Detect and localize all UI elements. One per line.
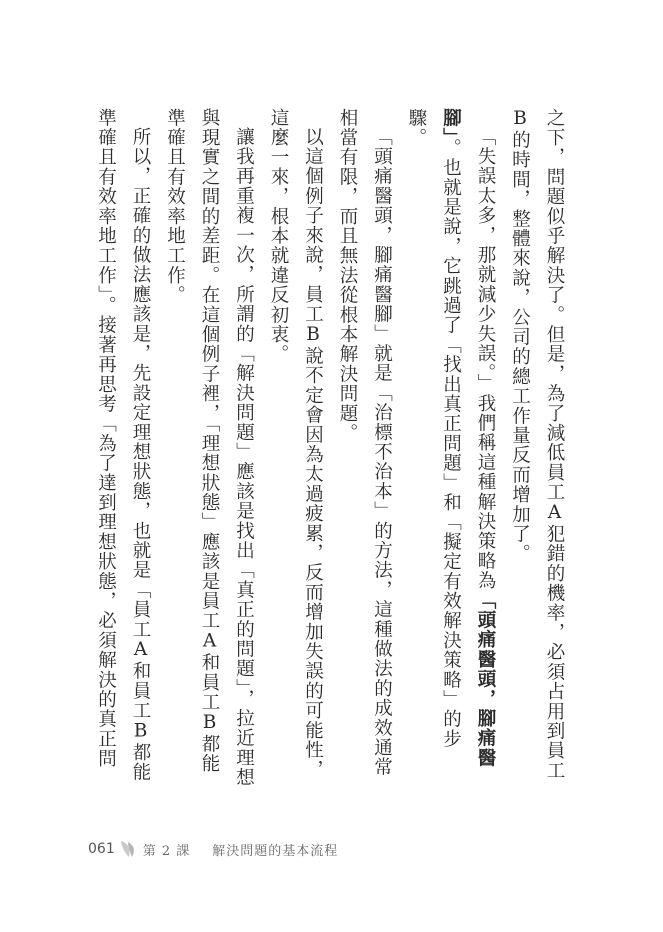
page-footer	[88, 838, 338, 860]
bold-text-segment: 「頭痛醫頭，腳痛醫腳」	[440, 108, 496, 768]
page-number: 061	[88, 841, 115, 857]
paragraph	[330, 108, 399, 788]
chapter-title: 解決問題的基本流程	[212, 843, 339, 859]
text-segment: 讓我再重複一次，所謂的「解決問題」應該是找出「真正的問題」，拉近理想與現實之間的差距。在這個例子裡，「理想狀態」應該是員工A和員工B都能準確且有效率地工作。	[164, 108, 255, 788]
paragraph	[261, 108, 330, 788]
leaf-icon	[119, 839, 137, 859]
text-segment: 所以，正確的做法應該是，先設定理想狀態，也就是「員工A和員工B都能準確且有效率地工作」。接著再思考「為了達到理想狀態，必須解決的真正問	[95, 108, 151, 782]
text-segment: 「失誤太多，那就減少失誤。」我們稱這種解決策略為	[475, 126, 496, 591]
paragraph	[88, 108, 157, 788]
text-segment: 以這個例子來說，員工B說不定會因為太過疲累，反而增加失誤的可能性，這麼一來，根本就違反初衷。	[268, 108, 324, 780]
text-segment: 「頭痛醫頭，腳痛醫腳」就是「治標不治本」的方法，這種做法的成效通常相當有限，而且無法從根本解決問題。	[337, 108, 393, 777]
paragraph	[399, 108, 503, 788]
paragraph	[157, 108, 261, 788]
text-segment: 。也就是說，它跳過了「找出真正問題」和「擬定有效解決策略」的步驟。	[406, 108, 462, 749]
paragraph	[502, 108, 571, 788]
body-text	[51, 108, 571, 788]
lesson-label: 第 2 課	[142, 843, 191, 859]
text-segment: 之下，問題似乎解決了。但是，為了減低員工A犯錯的機率，必須占用到員工B的時間，整體來說，公司的總工作量反而增加了。	[509, 108, 565, 781]
